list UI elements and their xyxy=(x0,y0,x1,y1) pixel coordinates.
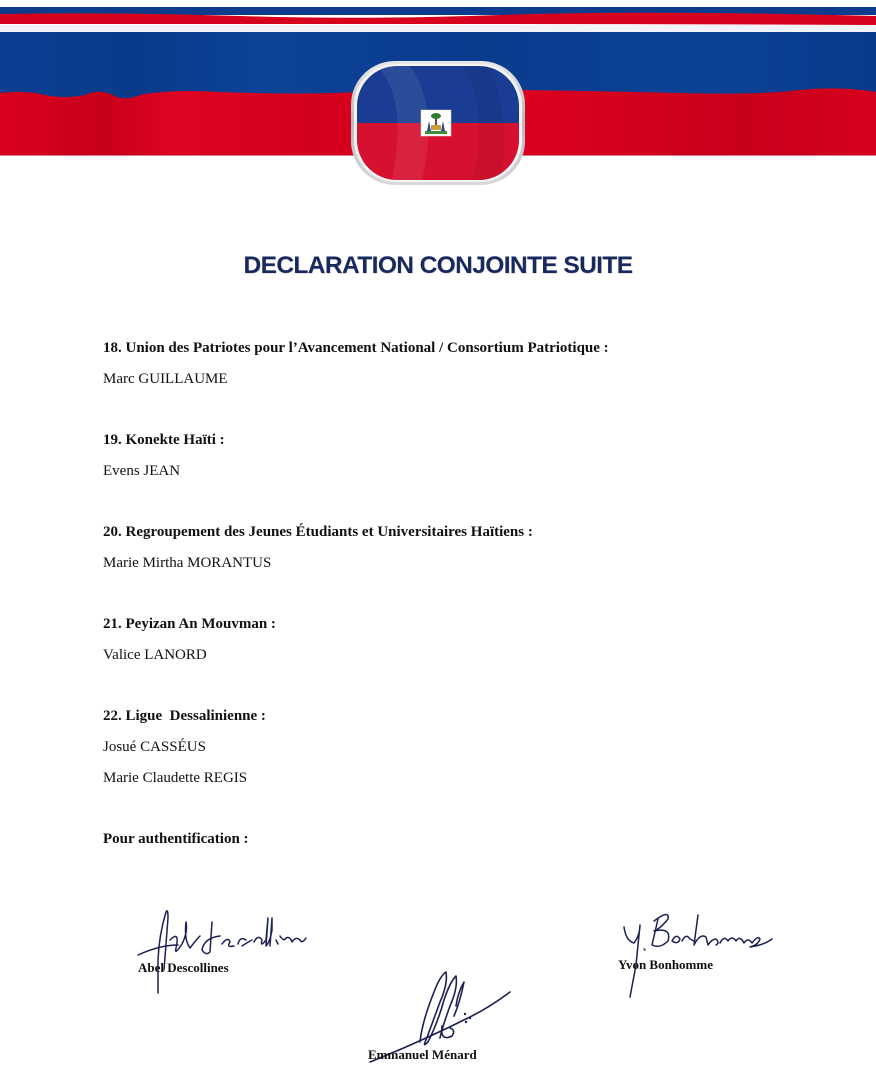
signatory-name: Abel Descollines xyxy=(138,960,229,975)
representative-name: Valice LANORD xyxy=(103,647,207,663)
organization-entry xyxy=(103,701,823,794)
organization-list xyxy=(103,333,823,824)
organization-entry xyxy=(103,609,823,671)
organization-heading: 22. Ligue Dessalinienne : xyxy=(103,708,266,724)
signature-block-menard xyxy=(360,962,520,1067)
organization-heading: 20. Regroupement des Jeunes Étudiants et Universitaires Haïtiens : xyxy=(103,524,533,540)
document-title: DECLARATION CONJOINTE SUITE xyxy=(243,252,633,279)
handwritten-signature-bonhomme xyxy=(610,905,780,1000)
authentication-label: Pour authentification : xyxy=(103,831,249,847)
organization-entry xyxy=(103,333,823,395)
coat-of-arms-icon xyxy=(421,110,451,136)
handwritten-signature-descollines xyxy=(130,900,310,1000)
signature-block-bonhomme xyxy=(610,905,780,1000)
organization-entry xyxy=(103,425,823,487)
representative-name: Marc GUILLAUME xyxy=(103,371,228,387)
representative-name: Evens JEAN xyxy=(103,463,181,479)
organization-heading: 21. Peyizan An Mouvman : xyxy=(103,616,276,632)
signatory-name: Yvon Bonhomme xyxy=(618,957,713,972)
signatory-name: Emmanuel Ménard xyxy=(368,1047,477,1062)
haiti-flag-badge-icon xyxy=(351,61,525,185)
organization-heading: 18. Union des Patriotes pour l’Avancement National / Consortium Patriotique : xyxy=(103,340,609,356)
representative-name: Marie Mirtha MORANTUS xyxy=(103,555,272,571)
representative-name: Marie Claudette REGIS xyxy=(103,770,248,786)
representative-name: Josué CASSÉUS xyxy=(103,739,206,755)
signature-block-descollines xyxy=(130,900,310,1000)
organization-heading: 19. Konekte Haïti : xyxy=(103,432,225,448)
organization-entry xyxy=(103,517,823,579)
